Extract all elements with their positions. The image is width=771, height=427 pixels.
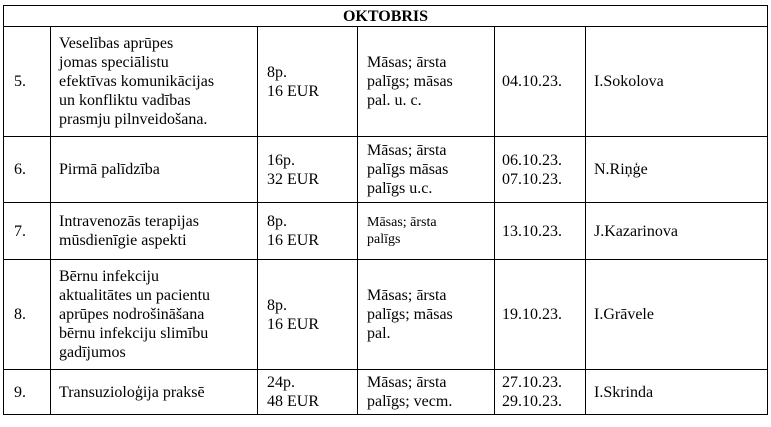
table-row — [4, 370, 768, 415]
course-dates: 19.10.23. — [495, 260, 586, 370]
hours-and-price: 16p. 32 EUR — [258, 137, 358, 203]
row-number: 7. — [4, 203, 51, 260]
course-title: Bērnu infekciju aktualitātes un pacientu aprūpes nodrošināšana bērnu infekciju slimību gadījumos — [51, 260, 258, 370]
course-dates: 27.10.23. 29.10.23. — [495, 370, 586, 415]
month-title: OKTOBRIS — [4, 6, 768, 27]
target-audience: Māsas; ārsta palīgs; vecm. — [358, 370, 495, 415]
table-row — [4, 27, 768, 137]
lecturer-name: I.Grāvele — [586, 260, 768, 370]
hours-and-price: 8p. 16 EUR — [258, 203, 358, 260]
target-audience: Māsas; ārsta palīgs māsas palīgs u.c. — [358, 137, 495, 203]
lecturer-name: I.Skrinda — [586, 370, 768, 415]
target-audience: Māsas; ārsta palīgs — [358, 203, 495, 260]
course-title: Transuzioloģija praksē — [51, 370, 258, 415]
row-number: 8. — [4, 260, 51, 370]
hours-and-price: 24p. 48 EUR — [258, 370, 358, 415]
row-number: 9. — [4, 370, 51, 415]
row-number: 6. — [4, 137, 51, 203]
table-row — [4, 137, 768, 203]
course-dates: 06.10.23. 07.10.23. — [495, 137, 586, 203]
lecturer-name: J.Kazarinova — [586, 203, 768, 260]
course-title: Intravenozās terapijas mūsdienīgie aspekti — [51, 203, 258, 260]
course-title: Pirmā palīdzība — [51, 137, 258, 203]
target-audience: Māsas; ārsta palīgs; māsas pal. u. c. — [358, 27, 495, 137]
target-audience: Māsas; ārsta palīgs; māsas pal. — [358, 260, 495, 370]
month-header-row — [4, 6, 768, 27]
hours-and-price: 8p. 16 EUR — [258, 260, 358, 370]
course-title: Veselības aprūpes jomas speciālistu efektīvas komunikācijas un konfliktu vadības prasmju pilnveidošana. — [51, 27, 258, 137]
table-row — [4, 260, 768, 370]
lecturer-name: I.Sokolova — [586, 27, 768, 137]
lecturer-name: N.Riņģe — [586, 137, 768, 203]
course-schedule-table — [3, 5, 768, 415]
hours-and-price: 8p. 16 EUR — [258, 27, 358, 137]
course-dates: 13.10.23. — [495, 203, 586, 260]
course-dates: 04.10.23. — [495, 27, 586, 137]
course-schedule-document — [3, 5, 768, 415]
table-row — [4, 203, 768, 260]
row-number: 5. — [4, 27, 51, 137]
